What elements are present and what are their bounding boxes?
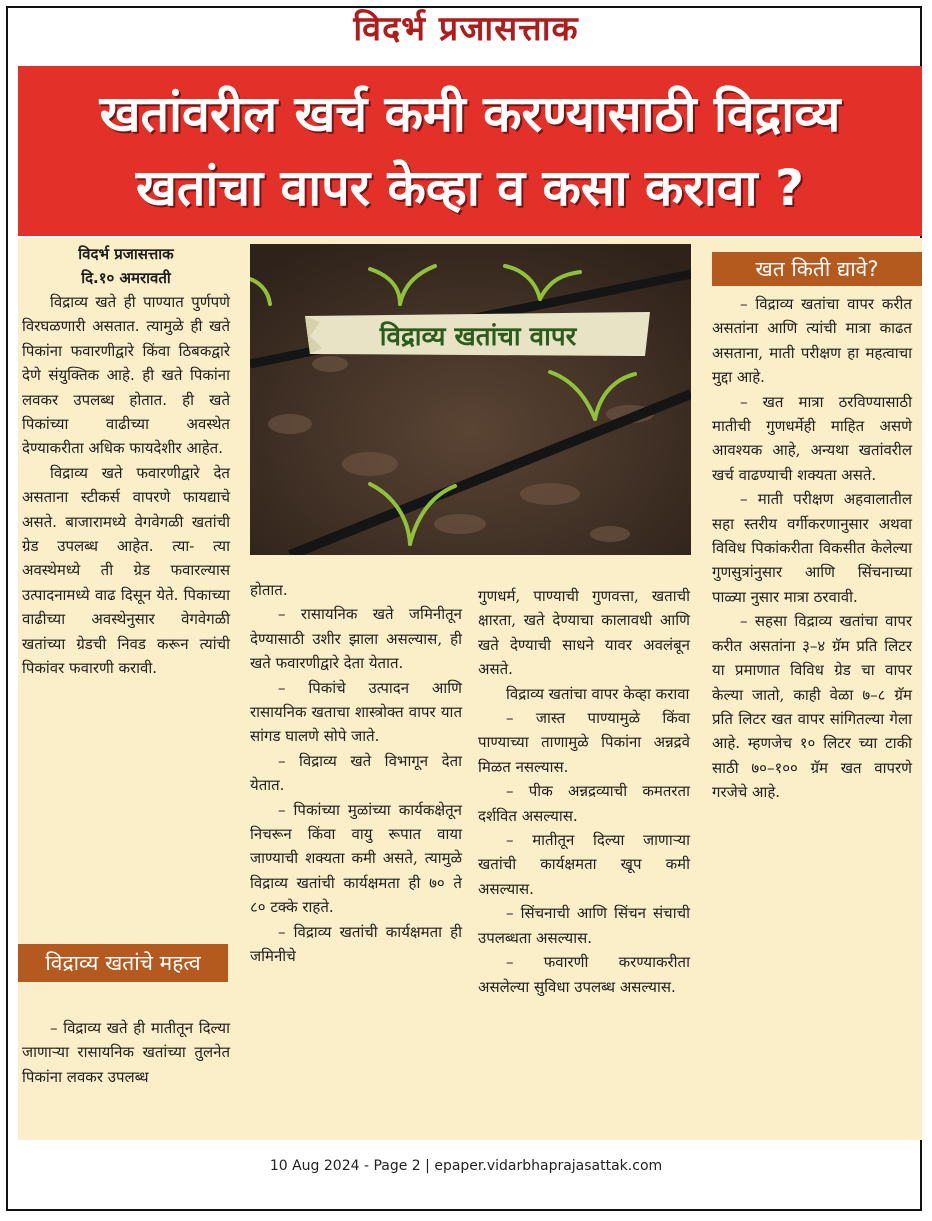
paragraph: – पीक अन्नद्रव्याची कमतरता दर्शवित असल्यास. [478,782,690,825]
paragraph: – विद्राव्य खते विभागून देता येतात. [250,751,462,795]
photo-caption: विद्राव्य खतांचा वापर [379,322,577,352]
column-1-continued [22,1016,230,1089]
paragraph: – सिंचनाची आणि सिंचन संचाची उपलब्धता असल्यास. [478,904,690,947]
source-label: विदर्भ प्रजासत्ताक [78,245,174,263]
soil-seedlings-illustration [250,244,691,555]
paragraph: – विद्राव्य खते ही मातीतून दिल्या जाणाऱ्या रासायनिक खतांच्या तुलनेत पिकांना लवकर उपलब्ध [22,1019,230,1086]
headline-line-1: खतांवरील खर्च कमी करण्यासाठी विद्राव्य [99,85,841,143]
paragraph: – सहसा विद्राव्य खतांचा वापर करीत असतांना ३–४ ग्रॅम प्रति लिटर या प्रमाणात विविध ग्रेड चा वापर केल्या जातो, काही वेळा ७–८ ग्रॅम प्रति लिटर खत वापर सांगितल्या गेला आहे. म्हणजेच १० लिटर च्या टाकी साठी ७०–१०० ग्रॅम खत वापरणे गरजेचे आहे. [712,612,912,802]
article-photo [250,244,691,555]
page-footer: 10 Aug 2024 - Page 2 | epaper.vidarbhaprajasattak.com [269,1158,663,1174]
paragraph: – विद्राव्य खतांची कार्यक्षमता ही जमिनीचे [250,922,462,966]
headline-line-2: खतांचा वापर केव्हा व कसा करावा ? [136,159,804,217]
column-4 [712,292,912,805]
paragraph: – माती परीक्षण अहवालातील सहा स्तरीय वर्गीकरणानुसार अथवा विविध पिकांकरीता विकसीत केलेल्या गुणसुत्रांनुसार आणि सिंचनाच्या पाळ्या नुसार मात्रा ठरवावी. [712,490,912,606]
paragraph: गुणधर्म, पाण्याची गुणवत्ता, खताची क्षारता, खते देण्याचा कालावधी आणि खते देण्याची साधने यावर अवलंबून असते. [478,587,690,679]
column-3 [478,584,690,999]
paragraph: – विद्राव्य खतांचा वापर करीत असतांना आणि त्यांची मात्रा काढत असताना, माती परीक्षण हा महत्वाचा मुद्दा आहे. [712,295,912,387]
paragraph: – रासायनिक खते जमिनीतून देण्यासाठी उशीर झाला असल्यास, ही खते फवारणीद्वारे देता येतात. [250,605,462,673]
paragraph: विद्राव्य खतांचा वापर केव्हा करावा [506,684,690,703]
paragraph: विद्राव्य खते ही पाण्यात पुर्णपणे विरघळणारी असतात. त्यामुळे ही खते पिकांना फवारणीद्वारे किंवा ठिबकद्वारे देणे संयुक्तिक आहे. ही खते पिकांना लवकर उपलब्ध होतात. ही खते पिकांच्या वाढीच्या अवस्थेत देण्याकरीता अधिक फायदेशीर आहेत. [22,293,230,458]
headline-banner [18,66,922,236]
paragraph: – मातीतून दिल्या जाणाऱ्या खतांची कार्यक्षमता खूप कमी असल्यास. [478,831,690,898]
paragraph: विद्राव्य खते फवारणीद्वारे देत असताना स्टीकर्स वापरणे फायद्याचे असते. बाजारामध्ये वेगवेगळी खतांची ग्रेड उपलब्ध आहेत. त्या- त्या अवस्थेमध्ये ती ग्रेड फवारल्यास उत्पादनामध्ये वाढ दिसून येते. पिकाच्या वाढीच्या अवस्थेनुसार वेगवेगळी खतांच्या ग्रेडची निवड करून त्यांची पिकांवर फवारणी करावी. [22,463,230,678]
masthead: विदर्भ प्रजासत्ताक [353,9,579,49]
subheading-dosage: खत किती द्यावे? [712,252,922,286]
paragraph: – पिकांच्या मुळांच्या कार्यकक्षेतून निचरून किंवा वायु रूपात वाया जाण्याची शक्यता कमी असते, त्यामुळे विद्राव्य खतांची कार्यक्षमता ही ७० ते ८० टक्के राहते. [250,800,462,917]
paragraph: – फवारणी करण्याकरीता असलेल्या सुविधा उपलब्ध असल्यास. [478,953,690,996]
paragraph: – जास्त पाण्यामुळे किंवा पाण्याच्या ताणामुळे पिकांना अन्नद्रवे मिळत नसल्यास. [478,709,690,776]
column-1 [22,242,230,681]
paragraph: होतात. [250,581,288,599]
paragraph: – पिकांचे उत्पादन आणि रासायनिक खताचा शास्त्रोक्त वापर यात सांगड घालणे सोपे जाते. [250,678,462,746]
subheading-importance: विद्राव्य खतांचे महत्व [18,944,228,982]
paragraph: – खत मात्रा ठरविण्यासाठी मातीची गुणधर्मेही माहित असणे आवश्यक आहे, अन्यथा खतांवरील खर्च वाढण्याची शक्यता असते. [712,392,912,484]
column-2 [250,578,462,969]
dateline: दि.१० अमरावती [81,269,171,287]
